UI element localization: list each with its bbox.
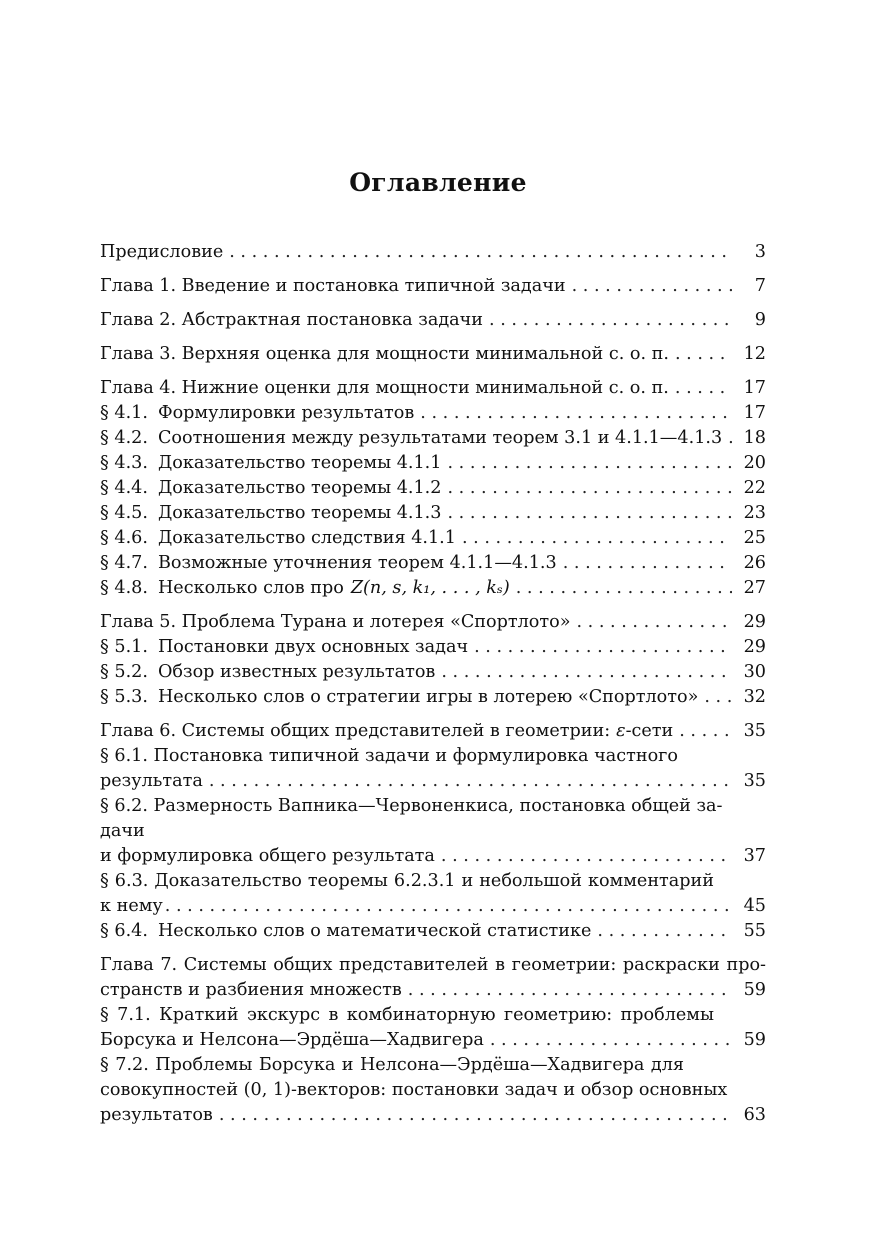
dot-leader (209, 769, 732, 794)
section-number: § 4.3. (100, 453, 148, 473)
page-number: 30 (743, 662, 766, 682)
toc-entry-section-4-8[interactable] (100, 576, 766, 601)
entry-title: Борсука и Нелсона—Эрдёша—Хадвигера (100, 1030, 484, 1050)
page-number: 45 (743, 896, 766, 916)
entry-title: Формулировки результатов (157, 403, 415, 423)
entry-title: Постановки двух основных задач (157, 637, 469, 657)
entry-title-suffix: -сети (625, 721, 674, 741)
section-number: § 6.4. (100, 921, 148, 941)
section-number: § 5.1. (100, 637, 148, 657)
dot-leader (441, 844, 732, 869)
entry-title: Несколько слов о стратегии игры в лотерею «Спортлото» (157, 687, 699, 707)
page-number: 27 (743, 578, 766, 598)
epsilon-text: ε (616, 721, 626, 741)
dot-leader (229, 240, 732, 265)
page-number: 35 (743, 771, 766, 791)
entry-title: Доказательство теоремы 4.1.3 (157, 503, 442, 523)
toc-entry-section-4-7[interactable] (100, 551, 766, 576)
toc-entry-section-6-3-line1[interactable]: § 6.3. Доказательство теоремы 6.2.3.1 и небольшой комментарий (100, 871, 714, 891)
dot-leader (679, 719, 732, 744)
toc-entry-preface[interactable] (100, 240, 766, 265)
toc-entry-section-7-1[interactable] (100, 1028, 766, 1053)
page-number: 37 (743, 846, 766, 866)
page-number: 12 (743, 344, 766, 364)
toc-entry-section-4-6[interactable] (100, 526, 766, 551)
section-number: § 4.6. (100, 528, 148, 548)
section-number: § 4.8. (100, 578, 148, 598)
entry-title: Предисловие (100, 242, 224, 262)
page-number: 59 (743, 1030, 766, 1050)
toc-entry-section-6-4[interactable] (100, 919, 766, 944)
toc-entry-section-4-3[interactable] (100, 451, 766, 476)
formula (351, 576, 510, 601)
page-title: Оглавление (349, 168, 527, 197)
dot-leader (219, 1103, 732, 1128)
toc-entry-section-6-2-line1[interactable]: § 6.2. Размерность Вапника—Червоненкиса, постановка общей за- (100, 796, 723, 816)
entry-title: странств и разбиения множеств (100, 980, 402, 1000)
entry-title: Обзор известных результатов (157, 662, 436, 682)
entry-title: Возможные уточнения теорем 4.1.1—4.1.3 (157, 553, 557, 573)
entry-title: Глава 4. Нижние оценки для мощности минимальной с. о. п. (100, 378, 669, 398)
toc-entry-section-4-1[interactable] (100, 401, 766, 426)
dot-leader (420, 401, 732, 426)
dot-leader (408, 978, 732, 1003)
dot-leader (165, 894, 732, 919)
dot-leader (675, 376, 732, 401)
toc-entry-section-4-2[interactable] (100, 426, 766, 451)
section-number: § 4.2. (100, 428, 148, 448)
epsilon-symbol (616, 719, 625, 744)
toc-entry-chapter-3[interactable] (100, 342, 766, 367)
dot-leader (462, 526, 732, 551)
section-number: § 4.7. (100, 553, 148, 573)
entry-title: Глава 5. Проблема Турана и лотерея «Спортлото» (100, 612, 571, 632)
toc-entry-chapter-1[interactable] (100, 274, 766, 299)
page-number: 20 (743, 453, 766, 473)
dot-leader (572, 274, 732, 299)
toc-entry-chapter-7-line1[interactable]: Глава 7. Системы общих представителей в геометрии: раскраски про- (100, 955, 766, 975)
entry-title: и формулировка общего результата (100, 846, 435, 866)
section-number: § 4.5. (100, 503, 148, 523)
page-number: 59 (743, 980, 766, 1000)
toc-entry-section-6-2-line2[interactable]: дачи (100, 821, 145, 841)
entry-title: Глава 6. Системы общих представителей в геометрии: (100, 721, 611, 741)
entry-title: Глава 2. Абстрактная постановка задачи (100, 310, 484, 330)
toc-entry-section-6-1-line1[interactable]: § 6.1. Постановка типичной задачи и формулировка частного (100, 746, 678, 766)
page-number: 17 (743, 378, 766, 398)
section-number: § 4.4. (100, 478, 148, 498)
formula-text: Z(n, s, k₁, . . . , kₛ) (350, 578, 510, 598)
page-number: 29 (743, 637, 766, 657)
dot-leader (474, 635, 732, 660)
page-number: 26 (743, 553, 766, 573)
toc-entry-section-6-2[interactable] (100, 844, 766, 869)
page-number: 22 (743, 478, 766, 498)
dot-leader (489, 308, 732, 333)
toc-entry-chapter-5[interactable] (100, 610, 766, 635)
section-number: § 5.2. (100, 662, 148, 682)
dot-leader (576, 610, 732, 635)
toc-entry-chapter-7[interactable] (100, 978, 766, 1003)
dot-leader (675, 342, 732, 367)
toc-entry-section-6-3[interactable] (100, 894, 766, 919)
toc-entry-chapter-4[interactable] (100, 376, 766, 401)
toc-entry-section-6-1[interactable] (100, 769, 766, 794)
entry-title: Несколько слов о математической статистике (157, 921, 592, 941)
page-number: 23 (743, 503, 766, 523)
toc-entry-section-4-5[interactable] (100, 501, 766, 526)
page-number: 63 (743, 1105, 766, 1125)
toc-entry-section-5-2[interactable] (100, 660, 766, 685)
entry-title: результатов (100, 1105, 213, 1125)
toc-entry-section-5-1[interactable] (100, 635, 766, 660)
entry-title: Доказательство следствия 4.1.1 (157, 528, 456, 548)
toc-entry-chapter-2[interactable] (100, 308, 766, 333)
dot-leader (597, 919, 732, 944)
entry-title: результата (100, 771, 203, 791)
page-number: 25 (743, 528, 766, 548)
entry-title: Глава 1. Введение и постановка типичной задачи (100, 276, 566, 296)
entry-title: Глава 3. Верхняя оценка для мощности минимальной с. о. п. (100, 344, 669, 364)
page-number: 7 (754, 276, 766, 296)
page-number: 55 (743, 921, 766, 941)
toc-entry-section-7-2[interactable] (100, 1103, 766, 1128)
toc-entry-chapter-6[interactable] (100, 719, 766, 744)
toc-entry-section-4-4[interactable] (100, 476, 766, 501)
entry-title: Соотношения между результатами теорем 3.1 и 4.1.1—4.1.3 (157, 428, 723, 448)
dot-leader (704, 685, 732, 710)
page-number: 32 (743, 687, 766, 707)
page-number: 18 (743, 428, 766, 448)
dot-leader (441, 660, 732, 685)
page-number: 9 (754, 310, 766, 330)
toc-entry-section-7-2-line2[interactable]: совокупностей (0, 1)-векторов: постановки задач и обзор основных (100, 1080, 728, 1100)
section-number: § 4.1. (100, 403, 148, 423)
section-number: § 5.3. (100, 687, 148, 707)
toc-entry-section-5-3[interactable] (100, 685, 766, 710)
dot-leader (490, 1028, 732, 1053)
page-number: 3 (754, 242, 766, 262)
toc-entry-section-7-2-line1[interactable]: § 7.2. Проблемы Борсука и Нелсона—Эрдёша—Хадвигера для (100, 1055, 684, 1075)
dot-leader (447, 451, 732, 476)
toc-entry-section-7-1-line1[interactable]: § 7.1. Краткий экскурс в комбинаторную геометрию: проблемы (100, 1005, 714, 1025)
dot-leader (728, 426, 732, 451)
page-number: 17 (743, 403, 766, 423)
entry-title: Несколько слов про (157, 578, 344, 598)
page-number: 29 (743, 612, 766, 632)
dot-leader (447, 476, 732, 501)
dot-leader (563, 551, 732, 576)
table-of-contents (100, 240, 766, 1128)
entry-title: Доказательство теоремы 4.1.2 (157, 478, 442, 498)
page-number: 35 (743, 721, 766, 741)
dot-leader (447, 501, 732, 526)
entry-title: к нему (100, 896, 163, 916)
entry-title: Доказательство теоремы 4.1.1 (157, 453, 442, 473)
dot-leader (516, 576, 732, 601)
